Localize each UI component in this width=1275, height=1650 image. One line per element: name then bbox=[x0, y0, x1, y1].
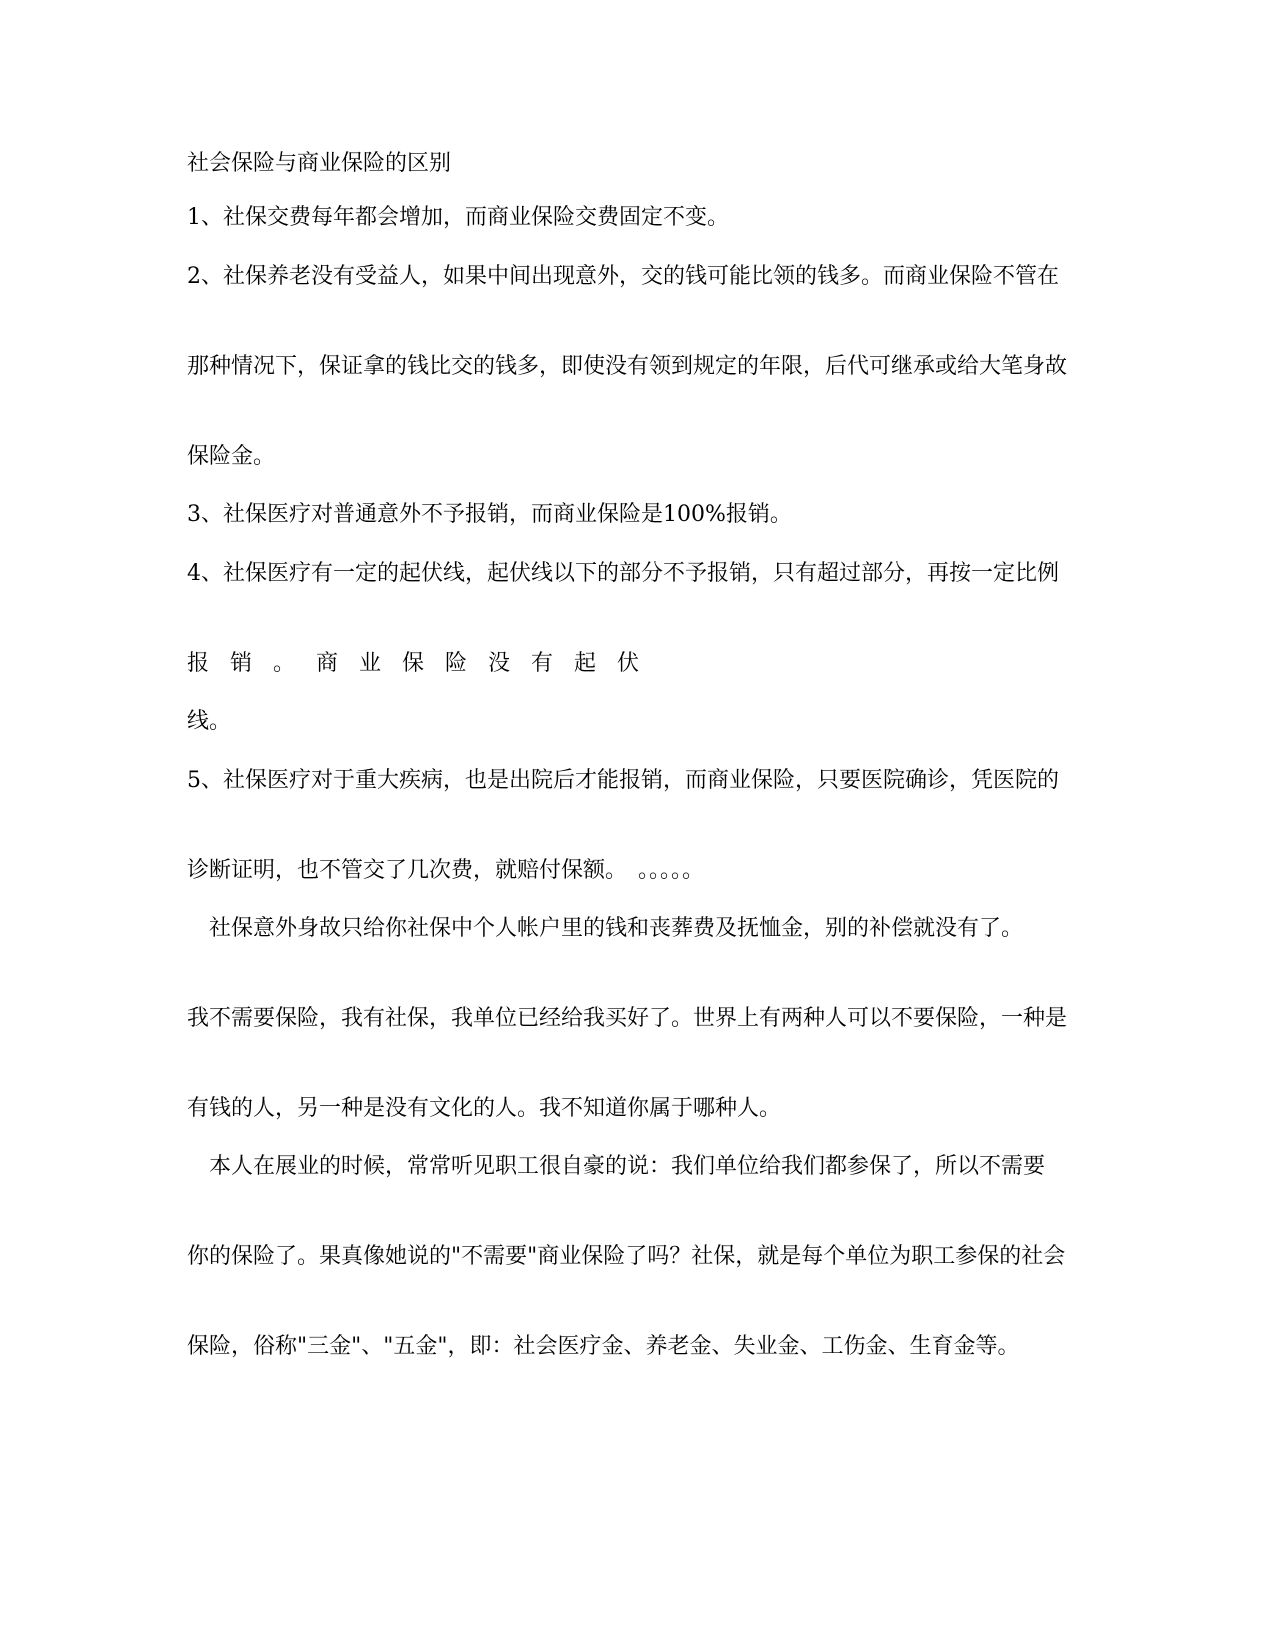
paragraph-8: 线。 bbox=[187, 709, 232, 734]
paragraph-7: 报销。商业保险没有起伏 bbox=[187, 651, 661, 676]
paragraph-10: 诊断证明，也不管交了几次费，就赔付保额。 。。。。。 bbox=[187, 858, 705, 883]
paragraph-13: 有钱的人，另一种是没有文化的人。我不知道你属于哪种人。 bbox=[187, 1096, 782, 1121]
document-title: 社会保险与商业保险的区别 bbox=[187, 151, 452, 176]
paragraph-14: 本人在展业的时候，常常听见职工很自豪的说：我们单位给我们都参保了，所以不需要 bbox=[187, 1154, 1046, 1179]
paragraph-1: 1、社保交费每年都会增加，而商业保险交费固定不变。 bbox=[187, 205, 729, 230]
paragraph-6: 4、社保医疗有一定的起伏线，起伏线以下的部分不予报销，只有超过部分，再按一定比例 bbox=[187, 561, 1060, 586]
paragraph-16: 保险，俗称"三金"、"五金"，即：社会医疗金、养老金、失业金、工伤金、生育金等。 bbox=[187, 1334, 1020, 1359]
paragraph-15: 你的保险了。果真像她说的"不需要"商业保险了吗？社保，就是每个单位为职工参保的社会 bbox=[187, 1244, 1066, 1269]
paragraph-3: 那种情况下，保证拿的钱比交的钱多，即使没有领到规定的年限，后代可继承或给大笔身故 bbox=[187, 354, 1068, 379]
paragraph-4: 保险金。 bbox=[187, 444, 276, 469]
paragraph-2: 2、社保养老没有受益人，如果中间出现意外，交的钱可能比领的钱多。而商业保险不管在 bbox=[187, 264, 1060, 289]
paragraph-9: 5、社保医疗对于重大疾病，也是出院后才能报销，而商业保险，只要医院确诊，凭医院的 bbox=[187, 768, 1060, 793]
paragraph-12: 我不需要保险，我有社保，我单位已经给我买好了。世界上有两种人可以不要保险，一种是 bbox=[187, 1006, 1068, 1031]
paragraph-5: 3、社保医疗对普通意外不予报销，而商业保险是100%报销。 bbox=[187, 502, 792, 527]
paragraph-11: 社保意外身故只给你社保中个人帐户里的钱和丧葬费及抚恤金，别的补偿就没有了。 bbox=[187, 916, 1024, 941]
